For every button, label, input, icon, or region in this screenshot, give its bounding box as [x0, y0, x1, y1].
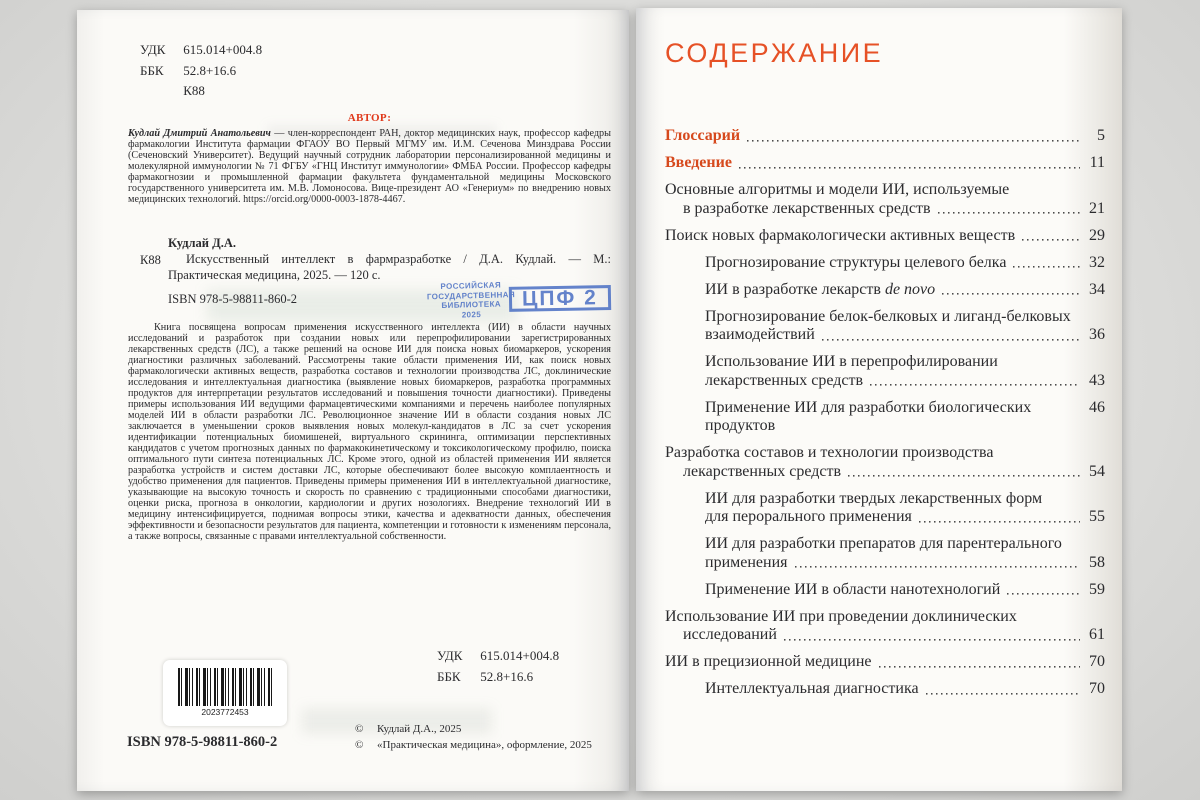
toc-page-number: 46 [1089, 398, 1105, 416]
bbk-label: ББК [140, 62, 164, 78]
toc-entry-title: применения [705, 553, 788, 571]
toc-entry [665, 399, 1105, 436]
barcode-number: 2023772453 [201, 707, 249, 717]
author-bio-paragraph [128, 128, 611, 205]
toc-entry-line [665, 154, 1105, 173]
udk-row [140, 40, 611, 61]
toc-entry-line [705, 680, 1105, 699]
toc-entry-line [705, 399, 1105, 436]
toc-entry [665, 444, 1105, 481]
udk-label: УДК [140, 42, 166, 57]
isbn-bottom: ISBN 978-5-98811-860-2 [127, 734, 278, 750]
bbk-value: 52.8+16.6 [183, 62, 237, 78]
dot-leader [848, 463, 1080, 482]
udk-bbk-block-bottom [437, 646, 559, 687]
copyright-block [355, 722, 592, 753]
catalog-code: К88 [140, 252, 161, 267]
toc-entry-line [705, 490, 1105, 509]
toc-entry-title: ИИ в разработке лекарств de novo [705, 280, 936, 298]
toc-page-number: 34 [1089, 280, 1105, 298]
toc-entry-line [705, 508, 1105, 527]
toc-entry-title: Основные алгоритмы и модели ИИ, используемые [665, 181, 1010, 198]
toc-entry-line [705, 308, 1105, 327]
catalog-isbn: ISBN 978-5-98811-860-2 [168, 292, 298, 306]
library-stamp-box: ЦПФ 2 [509, 285, 611, 312]
toc-list [665, 127, 1105, 699]
library-stamp [427, 278, 612, 321]
toc-page-number: 55 [1089, 508, 1105, 525]
toc-entry-title: Введение [665, 154, 732, 171]
toc-entry-line [665, 626, 1105, 645]
toc-entry-line [665, 227, 1105, 246]
dot-leader [784, 626, 1080, 645]
udk-value: 615.014+004.8 [183, 42, 263, 57]
copyright-text: Кудлай Д.А., 2025 [377, 723, 462, 735]
toc-page-number: 36 [1089, 326, 1105, 343]
toc-entry [665, 653, 1105, 672]
toc-entry [665, 127, 1105, 146]
toc-page-number: 29 [1089, 226, 1105, 244]
toc-page-number: 70 [1089, 680, 1105, 697]
toc-page-number: 32 [1089, 253, 1105, 271]
toc-entry-title: взаимодействий [705, 326, 815, 343]
toc-entry-line [665, 444, 1105, 463]
toc-entry [665, 281, 1105, 300]
toc-entry [665, 154, 1105, 173]
toc-entry-title: Применение ИИ в области нанотехнологий [705, 580, 1001, 598]
dot-leader [926, 680, 1080, 699]
copyright-symbol: © [355, 738, 364, 751]
dot-leader [1013, 254, 1080, 273]
annotation-paragraph: Книга посвящена вопросам применения искусственного интеллекта (ИИ) в области научных исследований и разработок при создании новых или перепрофилировании зарегистрированных лекарственных средств (ЛС), а также решений на основе ИИ для поиска новых биомаркеров, ускорения диагностики различных заболеваний. Рассмотрены такие области применения ИИ, как поиск новых фармакологически активных веществ, разработка составов и технологии производства ЛС, доклинические исследования и интеллектуальная диагностика (выявление новых биомаркеров, разработка программных продуктов для интерпретации результатов исследований и повышения точности диагностики). Приведены примеры использования ИИ ведущими фармацевтическими компаниями и перечень наиболее популярных моделей ИИ в области разработки ЛС. Революционное значение ИИ в области создания новых ЛС заключается в уменьшении сроков выявления новых молекул-кандидатов в ЛС за счет ускорения идентификации потенциальных биомишеней, виртуального скрининга, оптимизации перспективных кандидатов с учетом прогнозных данных по фармакокинетическому и токсикологическому профилю, поиска оптимального пути синтеза потенциальных ЛС. Кроме этого, одной из областей применения ИИ является разработка устройств и систем доставки ЛС, которые обеспечивают более высокую комплаентность и удобство применения для пациентов. Приведены примеры применения ИИ в интеллектуальной диагностике, указывающие на высокую точность и скорость по сравнению с традиционными способами диагностики, оценки риска, прогноза в онкологии, кардиологии и других нозологиях. Внедрение технологий ИИ в медицину интенсифицируется, поднимая вопросы этики, качества и адекватности данных, обеспечения эффективности и безопасности результатов для пациента, компетенции и готовности к изменениям персонала, а также вопросы, связанные с правами интеллектуальной собственности. [128, 321, 611, 542]
toc-entry-title: Прогнозирование структуры целевого белка [705, 253, 1007, 271]
toc-entry-title: ИИ для разработки препаратов для парентерального [705, 535, 1062, 552]
toc-entry-line [665, 200, 1105, 219]
toc-entry-title: Прогнозирование белок-белковых и лиганд-белковых [705, 307, 1071, 325]
udk-row: УДК 615.014+004.8 [437, 648, 560, 663]
toc-entry [665, 254, 1105, 273]
book-code-row [140, 81, 611, 102]
toc-entry [665, 353, 1105, 390]
toc-entry-title: Интеллектуальная диагностика [705, 680, 919, 697]
toc-page-number: 21 [1089, 199, 1105, 217]
toc-entry-line [705, 372, 1105, 391]
author-bio-text: — член-корреспондент РАН, доктор медицинских наук, профессор кафедры фармакологии Института фармации ФГАОУ ВО Первый МГМУ им. И.М. Сеченова Минздрава России (Сеченовский Университет). Ведущий научный сотрудник лаборатории персонализированной медицины и молекулярной иммунологии № 71 ФГБУ «ГНЦ Институт иммунологии» ФМБА России. Профессор кафедры фармакогнозии и промышленной фармации факультета фундаментальной медицины Московского государственного университета им. М.В. Ломоносова. Вице-президент АО «Генериум» по внедрению новых медицинских технологий. https://orcid.org/0000-0003-1878-4467. [128, 127, 611, 205]
dot-leader [822, 326, 1080, 345]
toc-entry-title: исследований [683, 626, 777, 643]
toc-entry-title: в разработке лекарственных средств [683, 199, 931, 217]
toc-page-number: 59 [1089, 580, 1105, 598]
toc-entry [665, 581, 1105, 600]
library-stamp-text: РОССИЙСКАЯ ГОСУДАРСТВЕННАЯ БИБЛИОТЕКА 2025 [426, 280, 516, 320]
dot-leader [1007, 581, 1080, 600]
toc-entry [665, 227, 1105, 246]
toc-entry-title: Разработка составов и технологии производства [665, 444, 994, 461]
author-section-heading: АВТОР: [347, 111, 392, 124]
dot-leader [747, 127, 1080, 146]
toc-entry-title: Глоссарий [665, 127, 741, 144]
toc-entry-title: лекарственных средств [683, 462, 842, 480]
toc-entry-title: Поиск новых фармакологически активных веществ [665, 226, 1016, 244]
toc-entry [665, 308, 1105, 345]
toc-entry-line [705, 353, 1105, 372]
barcode-sticker [163, 660, 287, 726]
toc-entry [665, 608, 1105, 645]
toc-entry-line [705, 535, 1105, 554]
toc-entry-line [705, 281, 1105, 300]
toc-entry-title: Применение ИИ для разработки биологических продуктов [705, 398, 1032, 434]
toc-entry-line [705, 581, 1105, 600]
toc-page-number: 43 [1089, 371, 1105, 389]
catalog-title: Искусственный интеллект в фармразработке / Д.А. Кудлай. — М.: Практическая медицина, 2025. — 120 с. [168, 252, 611, 282]
dot-leader [919, 508, 1080, 527]
bbk-row: ББК 52.8+16.6 [437, 668, 534, 684]
copyright-symbol: © [355, 723, 364, 735]
toc-entry-line [665, 463, 1105, 482]
toc-page-number: 54 [1089, 462, 1105, 480]
contents-title: СОДЕРЖАНИЕ [665, 38, 884, 68]
udk-bbk-block-top [140, 40, 611, 102]
toc-page-number: 58 [1089, 553, 1105, 571]
toc-entry-line [705, 326, 1105, 345]
toc-entry-line [665, 127, 1105, 146]
contents-page [636, 8, 1122, 791]
catalog-author: Кудлай Д.А. [168, 235, 237, 250]
toc-entry-line [705, 254, 1105, 273]
toc-entry-title: для перорального применения [705, 508, 912, 525]
toc-entry-line [665, 181, 1105, 200]
bbk-row [140, 61, 611, 82]
toc-entry-line [665, 608, 1105, 627]
book-code: К88 [183, 83, 205, 98]
imprint-page [77, 10, 629, 791]
dot-leader [739, 154, 1080, 173]
author-name: Кудлай Дмитрий Анатольевич [128, 127, 271, 139]
toc-entry-title: Использование ИИ в перепрофилировании [705, 353, 998, 370]
dot-leader [795, 554, 1081, 573]
toc-page-number: 11 [1089, 154, 1105, 171]
toc-entry-title: ИИ для разработки твердых лекарственных форм [705, 489, 1043, 507]
toc-entry-line [665, 653, 1105, 672]
toc-entry [665, 490, 1105, 527]
toc-entry-title: ИИ в прецизионной медицине [665, 653, 872, 670]
toc-page-number: 61 [1089, 626, 1105, 643]
toc-entry-line [705, 554, 1105, 573]
dot-leader [938, 200, 1080, 219]
toc-entry-title: лекарственных средств [705, 371, 864, 389]
toc-entry [665, 680, 1105, 699]
toc-entry-title: Использование ИИ при проведении доклинических [665, 607, 1017, 625]
toc-page-number: 5 [1097, 127, 1105, 144]
dot-leader [1022, 227, 1080, 246]
copyright-line [355, 722, 592, 738]
toc-entry [665, 535, 1105, 572]
copyright-text: «Практическая медицина», оформление, 2025 [377, 738, 592, 751]
toc-page-number: 70 [1089, 653, 1105, 670]
dot-leader [879, 653, 1080, 672]
barcode-icon [178, 668, 272, 706]
dot-leader [870, 372, 1080, 391]
dot-leader [942, 281, 1080, 300]
copyright-line [355, 738, 592, 754]
toc-entry [665, 181, 1105, 218]
